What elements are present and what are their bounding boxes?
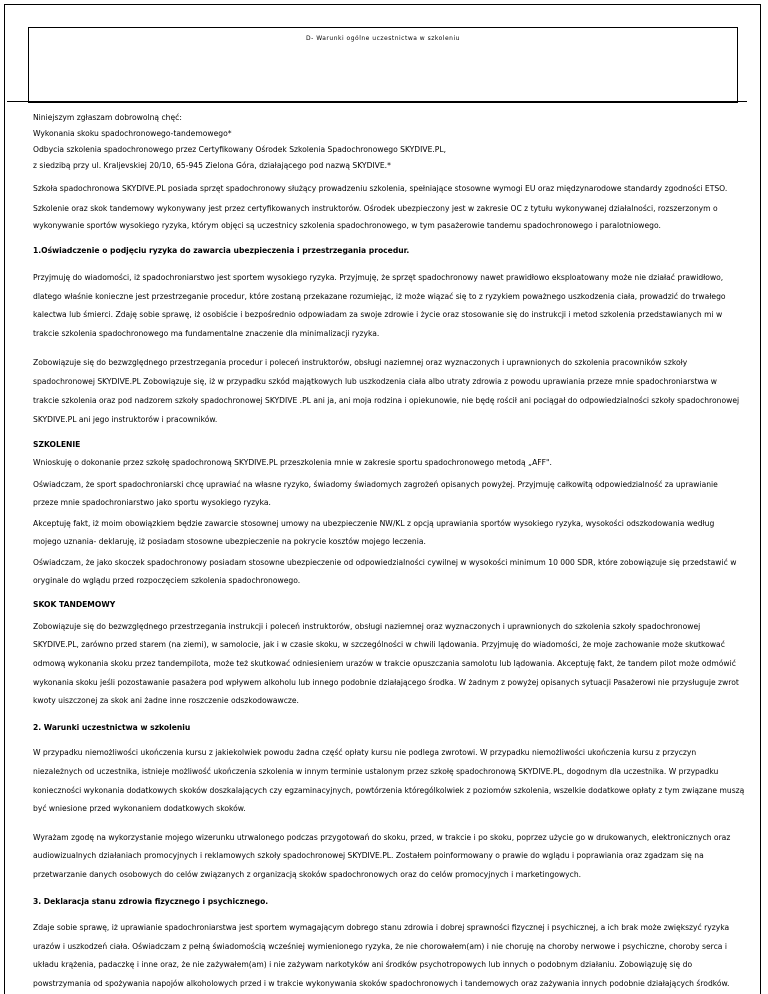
intro-line: Odbycia szkolenia spadochronowego przez Certyfikowany Ośrodek Szkolenia Spadochronowego SKYDIVE.PL,	[33, 145, 447, 155]
intro-line: Wykonania skoku spadochronowego-tandemowego*	[33, 129, 232, 139]
tandem-heading: SKOK TANDEMOWY	[33, 600, 116, 610]
section-2-paragraph: W przypadku niemożliwości ukończenia kursu z jakiekolwiek powodu żadna część opłaty kursu nie podlega zwrotowi. W przypadku niemożliwości ukończenia kursu z przyczyn niezależnych od uczestnika, istnieje możliwość ukończenia szkolenia w innym terminie ustalonym przez szkołę spadochronową SKYDIVE.PL, dogodnym dla uczestnika. W przypadku konieczności wykonania dodatkowych skoków doszkalających czy egzaminacyjnych, powtórzenia którególkolwiek z poziomów szkolenia, wszelkie dodatkowe opłaty z tym związane muszą być wniesione przed wykonaniem dodatkowych skoków.	[33, 748, 745, 814]
section-3-paragraph: Zdaje sobie sprawę, iż uprawianie spadochroniarstwa jest sportem wymagającym dobrego stanu zdrowia i dobrej sprawności fizycznej i psychicznej, a ich brak może zwiększyć ryzyka urazów i uszkodzeń ciała. Oświadczam z pełną świadomością wcześniej wymienionego ryzyka, że nie chorowałem(am) i nie choruję na choroby nerwowe i psychiczne, choroby serca i układu krążenia, padaczkę i inne oraz, że nie zażywałem(am) i nie zażywam narkotyków ani środków psychotropowych lub innych o podobnym działaniu. Zobowiązuję się do powstrzymania od spożywania napojów alkoholowych przed i w trakcie wykonywania skoków spadochronowych i tandemowych oraz zażywania innych podobnie działających środków.	[33, 922, 730, 988]
document-title: D- Warunki ogólne uczestnictwa w szkoleniu	[306, 35, 460, 42]
section-2-heading: 2. Warunki uczestnictwa w szkoleniu	[33, 722, 191, 732]
school-paragraph: Szkolenie oraz skok tandemowy wykonywany jest przez certyfikowanych instruktorów. Ośrodek ubezpieczony jest w zakresie OC z tytułu wykonywanej działalności, rozszerzonym o wykonywanie sportów wysokiego ryzyka, którym objęci są uczestnicy szkolenia spadochronowego, w tym pasażerowie tandemu spadochronowego i paralotniowego.	[33, 203, 718, 231]
szkolenie-paragraph: Wnioskuję o dokonanie przez szkołę spadochronową SKYDIVE.PL przeszkolenia mnie w zakresie sportu spadochronowego metodą „AFF".	[33, 457, 552, 467]
szkolenie-paragraph: Akceptuję fakt, iż moim obowiązkiem będzie zawarcie stosownej umowy na ubezpieczenie NW/KL z opcją uprawiania sportów wysokiego ryzyka, wysokości odszkodowania według mojego uznania- deklaruję, iż posiadam stosowne ubezpieczenie na pokrycie kosztów mojego leczenia.	[33, 519, 715, 546]
document-content	[33, 113, 745, 993]
tandem-paragraph: Zobowiązuje się do bezwzględnego przestrzegania instrukcji i poleceń instruktorów, obsługi naziemnej oraz wyznaczonych i uprawnionych do szkolenia szkoły spadochronowej SKYDIVE.PL, zarówno przed starem (na ziemi), w samolocie, jak i w czasie skoku, w szczególności w chwili lądowania. Przyjmuję do wiadomości, że moje zachowanie może skutkować odmową wykonania skoku przez tandempilota, może też skutkować odniesieniem urazów w trakcie opuszczania samolotu lub lądowania. Akceptuję fakt, że tandem pilot może odmówić wykonania skoku jeśli pozostawanie pasażera pod wpływem alkoholu lub innego podobnie działającego środka. W żadnym z powyżej opisanych sytuacji Pasażerowi nie przysługuje zwrot kwoty uiszczonej za skok ani żadne inne roszczenie odszkodowawcze.	[33, 621, 739, 706]
section-1-paragraph: Zobowiązuje się do bezwzględnego przestrzegania procedur i poleceń instruktorów, obsługi naziemnej oraz wyznaczonych i uprawnionych do szkolenia pracowników szkoły spadochronowej SKYDIVE.PL Zobowiązuje się, iż w przypadku szkód majątkowych lub uszkodzenia ciała albo utraty zdrowia z powodu uprawiania przeze mnie spadochroniarstwa w trakcie szkolenia oraz pod nadzorem szkoły spadochronowej SKYDIVE .PL ani ja, ani moja rodzina i opiekunowie, nie będę rościł ani pociągał do odpowiedzialności szkoły spadochronowej SKYDIVE.PL ani jego instruktorów i pracowników.	[33, 358, 740, 424]
school-paragraph: Szkoła spadochronowa SKYDIVE.PL posiada sprzęt spadochronowy służący prowadzeniu szkolenia, spełniające stosowne wymogi EU oraz międzynarodowe standardy zgodności ETSO.	[33, 183, 728, 193]
horizontal-rule	[7, 101, 747, 102]
header-box	[28, 27, 738, 103]
intro-line: Niniejszym zgłaszam dobrowolną chęć:	[33, 113, 182, 122]
szkolenie-paragraph: Oświadczam, że sport spadochroniarski chcę uprawiać na własne ryzyko, świadomy świadomych zagrożeń opisanych powyżej. Przyjmuję całkowitą odpowiedzialność za uprawianie przeze mnie spadochroniarstwo jako sportu wysokiego ryzyka.	[33, 480, 718, 508]
intro-block	[33, 113, 745, 171]
section-1-heading: 1.Oświadczenie o podjęciu ryzyka do zawarcia ubezpieczenia i przestrzegania procedur.	[33, 246, 410, 256]
document-page	[4, 4, 761, 994]
szkolenie-heading: SZKOLENIE	[33, 440, 81, 450]
szkolenie-paragraph: Oświadczam, że jako skoczek spadochronowy posiadam stosowne ubezpieczenie od odpowiedzialności cywilnej w wysokości minimum 10 000 SDR, które zobowiązuje się przedstawić w oryginale do wglądu przed rozpoczęciem szkolenia spadochronowego.	[33, 557, 737, 585]
section-1-paragraph: Przyjmuję do wiadomości, iż spadochroniarstwo jest sportem wysokiego ryzyka. Przyjmuję, że sprzęt spadochronowy nawet prawidłowo eksploatowany może nie działać prawidłowo, dlatego właśnie konieczne jest przestrzeganie procedur, które zostaną przekazane rozumiejąc, iż może wiązać się to z ryzykiem poważnego uszkodzenia ciała, prowadzić do trwałego kalectwa lub śmierci. Zdaję sobie sprawę, iż osobiście i bezpośrednio odpowiadam za swoje zdrowie i życie oraz stosowanie się do instrukcji i metod szkolenia przedstawianych mi w trakcie szkolenia spadochronowego ma fundamentalne znaczenie dla minimalizacji ryzyka.	[33, 272, 726, 339]
intro-line: z siedzibą przy ul. Kraljevskiej 20/10, 65-945 Zielona Góra, działającego pod nazwą SKYDIVE.*	[33, 161, 391, 171]
section-2-paragraph: Wyrażam zgodę na wykorzystanie mojego wizerunku utrwalonego podczas przygotowań do skoku, przed, w trakcie i po skoku, poprzez użycie go w drukowanych, elektronicznych oraz audiowizualnych działaniach promocyjnych i reklamowych szkoły spadochronowej SKYDIVE.PL. Zostałem poinformowany o prawie do wglądu i poprawiania oraz zgadzam się na przetwarzanie danych osobowych do celów związanych z organizacją skoków spadochronowych oraz do celów promocyjnych i marketingowych.	[33, 832, 731, 879]
section-3-heading: 3. Deklaracja stanu zdrowia fizycznego i psychicznego.	[33, 896, 269, 906]
